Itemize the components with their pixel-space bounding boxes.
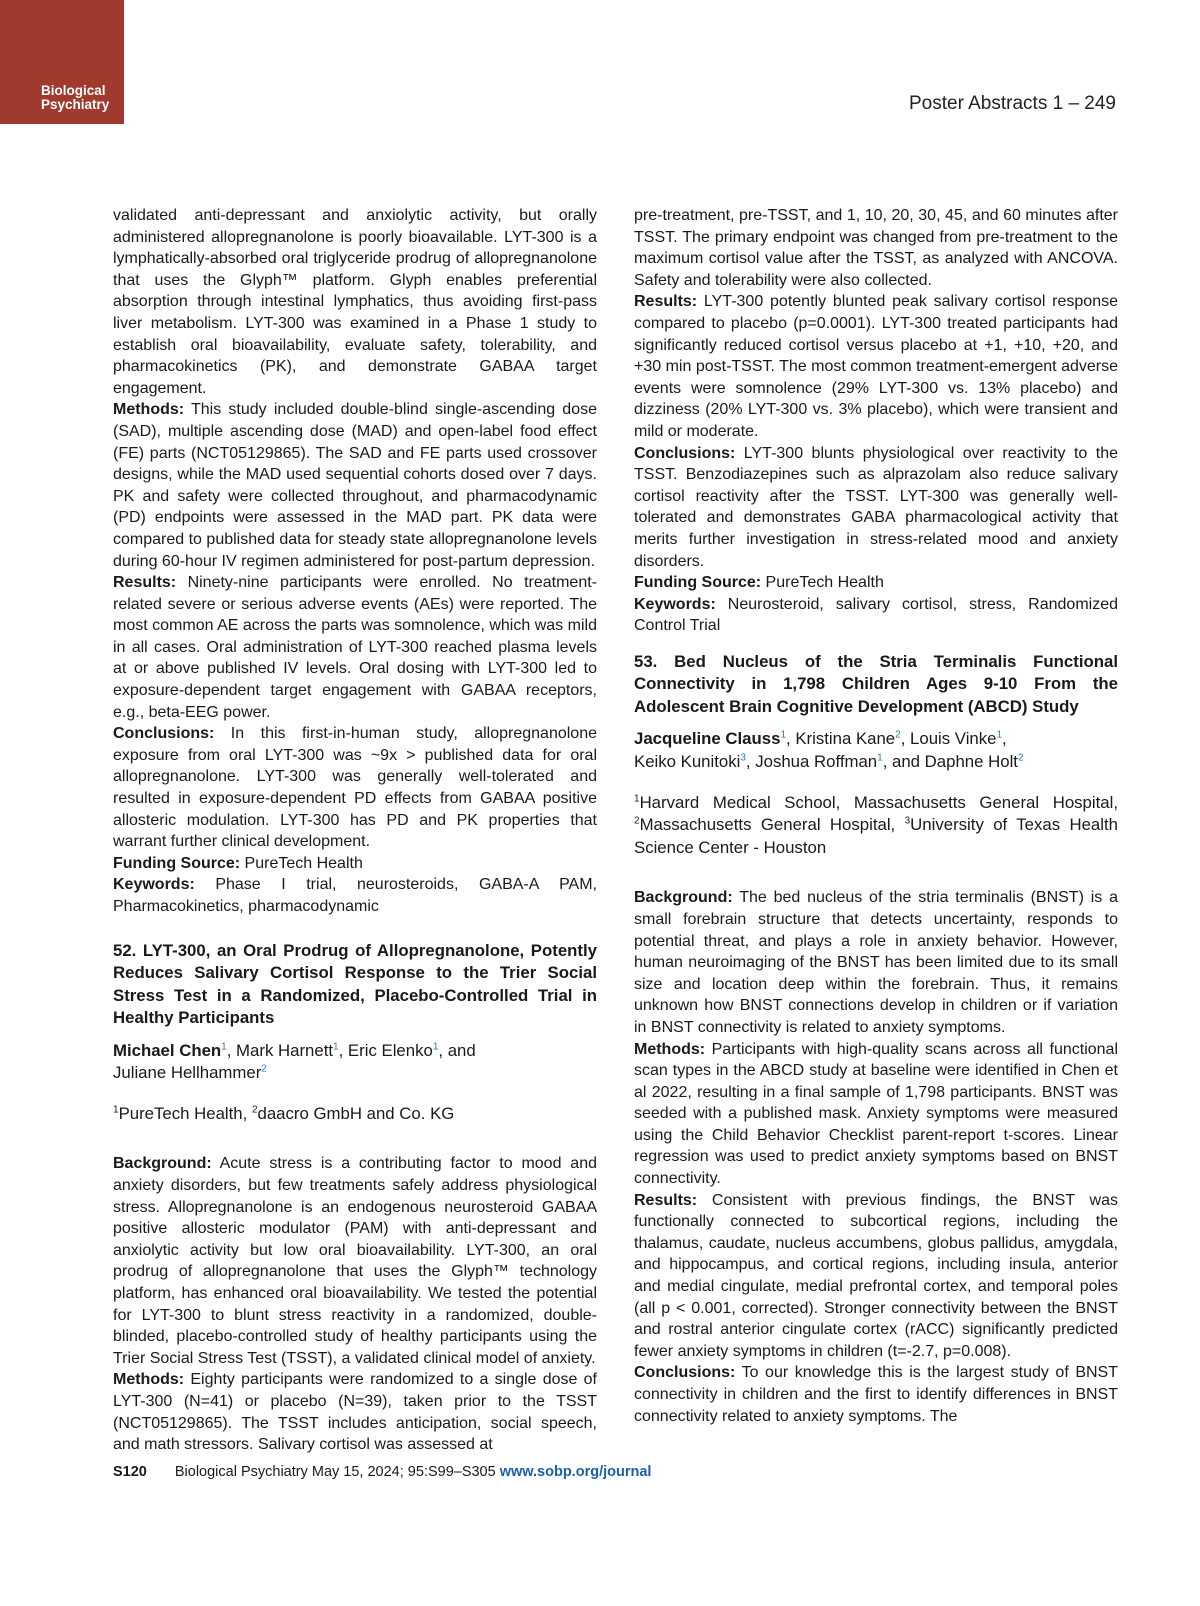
- funding-label: Funding Source:: [634, 574, 762, 592]
- results-label: Results:: [634, 293, 698, 311]
- intro-paragraph: validated anti-depressant and anxiolytic activity, but orally administered allopregnanolone is poorly bioavailable. LYT-300 is a lymphatically-absorbed oral triglyceride prodrug of allopregnanolone that uses the Glyph™ platform. Glyph enables preferential absorption through intestinal lymphatics, thus avoiding first-pass liver metabolism. LYT-300 was examined in a Phase 1 study to establish oral bioavailability, evaluate safety, tolerability, and pharmacokinetics (PK), and demonstrate GABAA target engagement.: [113, 207, 597, 397]
- author-name: , and Daphne Holt: [882, 751, 1018, 771]
- background-section: [634, 887, 1118, 1038]
- citation: Biological Psychiatry May 15, 2024; 95:S99–S305: [174, 1464, 500, 1480]
- author-name: , Louis Vinke: [900, 729, 997, 749]
- author-name: , Kristina Kane: [786, 729, 896, 749]
- background-label: Background:: [634, 889, 733, 907]
- methods-text: This study included double-blind single-ascending dose (SAD), multiple ascending dose (MAD) and open-label food effect (FE) parts (NCT05129865). The SAD and FE parts used crossover designs, while the MAD used sequential cohorts dosed over 7 days. PK and safety were collected throughout, and pharmacodynamic (PD) endpoints were assessed in the MAD part. PK data were compared to published data for steady state allopregnanolone levels during 60-hour IV regimen administered for post-partum depression.: [113, 401, 597, 570]
- page-number: S120: [113, 1464, 147, 1480]
- results-text: Ninety-nine participants were enrolled. No treatment-related severe or serious adverse events (AEs) were reported. The most common AE across the parts was somnolence, which was mild in all cases. Oral administration of LYT-300 reached plasma levels at or above published IV levels. Oral dosing with LYT-300 led to exposure-dependent target engagement with GABAA receptors, e.g., beta-EEG power.: [113, 574, 597, 721]
- methods-section: [634, 1039, 1118, 1190]
- methods-continued: pre-treatment, pre-TSST, and 1, 10, 20, 30, 45, and 60 minutes after TSST. The primary endpoint was changed from pre-treatment to the maximum cortisol value after the TSST, as analyzed with ANCOVA. Safety and tolerability were also collected.: [634, 207, 1118, 289]
- results-section: [113, 572, 597, 723]
- abstract-52-affiliations: $^1$PureTech Health, $^2$daacro GmbH and Co. KG: [113, 1103, 455, 1123]
- background-text: The bed nucleus of the stria terminalis (BNST) is a small forebrain structure that detects uncertainty, responds to potential threat, and plays a role in anxiety behavior. However, human neuroimaging of the BNST has been limited due to its small size and location deep within the forebrain. Thus, it remains unknown how BNST connections develop in children or if variation in BNST connectivity is related to anxiety symptoms.: [634, 889, 1118, 1036]
- background-section: [113, 1153, 597, 1369]
- abstract-52-title: 52. LYT-300, an Oral Prodrug of Allopregnanolone, Potently Reduces Salivary Cortisol Response to the Trier Social Stress Test in a Randomized, Placebo-Controlled Trial in Healthy Participants: [113, 940, 597, 1028]
- abstract-53-authors: Jacqueline Clauss$^1$, Kristina Kane$^2$, Louis Vinke$^1$, Keiko Kunitoki$^3$, Joshua Roffman$^1$, and Daphne Holt$^2$: [634, 729, 1024, 771]
- conclusions-text: To our knowledge this is the largest study of BNST connectivity in children and the first to identify differences in BNST connectivity related to anxiety symptoms. The: [634, 1364, 1118, 1425]
- affiliation: Massachusetts General Hospital,: [639, 815, 905, 835]
- methods-section: [113, 399, 597, 572]
- keywords-text: Neurosteroid, salivary cortisol, stress, Randomized Control Trial: [634, 595, 1118, 635]
- author-name: Keiko Kunitoki: [634, 751, 741, 771]
- left-column: [113, 205, 597, 1456]
- affiliation: daacro GmbH and Co. KG: [257, 1103, 455, 1123]
- funding-section: [634, 572, 1118, 594]
- methods-text: Eighty participants were randomized to a single dose of LYT-300 (N=41) or placebo (N=39), taken prior to the TSST (NCT05129865). The TSST includes anticipation, social speech, and math stressors. Salivary cortisol was assessed at: [113, 1371, 597, 1454]
- conclusions-section: [634, 443, 1118, 573]
- author-name: , Joshua Roffman: [745, 751, 878, 771]
- conclusions-label: Conclusions:: [634, 1364, 736, 1382]
- author-separator: , and: [438, 1040, 476, 1060]
- keywords-label: Keywords:: [634, 595, 716, 613]
- results-text: LYT-300 potently blunted peak salivary cortisol response compared to placebo (p=0.0001). LYT-300 treated participants had significantly reduced cortisol versus placebo at +1, +10, +20, and +30 min post-TSST. The most common treatment-emergent adverse events were somnolence (29% LYT-300 vs. 13% placebo) and dizziness (20% LYT-300 vs. 3% placebo), which were transient and mild or moderate.: [634, 293, 1118, 440]
- methods-text: Participants with high-quality scans across all functional scan types in the ABCD study at baseline were identified in Chen et al 2022, resulting in a final sample of 1,798 participants. BNST was seeded with a published mask. Anxiety symptoms were measured using the Child Behavior Checklist parent-report t-scores. Linear regression was used to predict anxiety symptoms based on BNST connectivity.: [634, 1040, 1118, 1188]
- methods-label: Methods:: [113, 401, 185, 419]
- abstract-52-authors: Michael Chen$^1$, Mark Harnett$^1$, Eric Elenko$^1$, and Juliane Hellhammer$^2$: [113, 1040, 476, 1083]
- affiliation: PureTech Health,: [118, 1103, 252, 1123]
- right-column: [634, 205, 1118, 1427]
- journal-logo: [0, 0, 124, 124]
- running-head: Poster Abstracts 1 – 249: [908, 93, 1116, 114]
- abstract-53-title: 53. Bed Nucleus of the Stria Terminalis Functional Connectivity in 1,798 Children Ages 9-10 From the Adolescent Brain Cognitive Development (ABCD) Study: [634, 651, 1118, 716]
- keywords-section: [634, 594, 1118, 637]
- affiliation: Harvard Medical School, Massachusetts General Hospital,: [639, 792, 1118, 812]
- results-label: Results:: [113, 574, 177, 592]
- conclusions-section: [113, 723, 597, 853]
- conclusions-text: In this first-in-human study, allopregnanolone exposure from oral LYT-300 was ~9x > published data for oral allopregnanolone. LYT-300 was generally well-tolerated and resulted in exposure-dependent PD effects from GABAA positive allosteric modulation. LYT-300 has PD and PK properties that warrant further clinical development.: [113, 725, 597, 851]
- funding-text: PureTech Health: [761, 574, 884, 592]
- results-section: [634, 1190, 1118, 1363]
- affiliation: University of Texas Health Science Center - Houston: [634, 815, 1118, 857]
- abstract-53-affiliations: $^1$Harvard Medical School, Massachusetts General Hospital, $^2$Massachusetts General Hospital, $^3$University of Texas Health Science Center - Houston: [634, 792, 1118, 857]
- results-label: Results:: [634, 1191, 698, 1209]
- methods-label: Methods:: [113, 1371, 185, 1389]
- author-name: Juliane Hellhammer: [113, 1063, 262, 1083]
- keywords-label: Keywords:: [113, 876, 195, 894]
- page-footer: [113, 1464, 651, 1480]
- background-label: Background:: [113, 1155, 212, 1173]
- funding-text: PureTech Health: [240, 854, 363, 872]
- methods-section: [113, 1369, 597, 1455]
- conclusions-label: Conclusions:: [634, 444, 736, 462]
- background-text: Acute stress is a contributing factor to mood and anxiety disorders, but few treatments safely address physiological stress. Allopregnanolone is an endogenous neurosteroid GABAA positive allosteric modulator (PAM) with anti-depressant and anxiolytic activity but low oral bioavailability. LYT-300, an oral prodrug of allopregnanolone that uses the Glyph™ technology platform, has enhanced oral bioavailability. We tested the potential for LYT-300 to blunt stress reactivity in a randomized, double-blinded, placebo-controlled study of healthy participants using the Trier Social Stress Test (TSST), a validated clinical model of anxiety.: [113, 1155, 597, 1367]
- keywords-section: [113, 874, 597, 917]
- funding-label: Funding Source:: [113, 854, 241, 872]
- author-name: Michael Chen: [113, 1040, 222, 1060]
- results-section: [634, 291, 1118, 442]
- conclusions-label: Conclusions:: [113, 725, 215, 743]
- conclusions-text: LYT-300 blunts physiological over reactivity to the TSST. Benzodiazepines such as alprazolam also reduce salivary cortisol reactivity after the TSST. LYT-300 was generally well-tolerated and demonstrates GABA pharmacological activity that merits further investigation in stress-related mood and anxiety disorders.: [634, 444, 1118, 570]
- results-text: Consistent with previous findings, the BNST was functionally connected to subcortical regions, including the thalamus, caudate, nucleus accumbens, globus pallidus, amygdala, and hippocampus, and cortical regions, including insula, anterior and medial cingulate, medial prefrontal cortex, and temporal poles (all p < 0.001, corrected). Stronger connectivity between the BNST and rostral anterior cingulate cortex (rACC) significantly predicted fewer anxiety symptoms in children (t=-2.7, p=0.008).: [634, 1191, 1118, 1360]
- author-name: , Eric Elenko: [338, 1040, 433, 1060]
- journal-link[interactable]: www.sobp.org/journal: [499, 1464, 652, 1480]
- keywords-text: Phase I trial, neurosteroids, GABA-A PAM, Pharmacokinetics, pharmacodynamic: [113, 876, 597, 915]
- funding-section: [113, 853, 597, 875]
- conclusions-section: [634, 1362, 1118, 1427]
- author-name: , Mark Harnett: [226, 1040, 334, 1060]
- author-name: Jacqueline Clauss: [634, 729, 781, 749]
- logo-text: Biological Psychiatry: [41, 83, 110, 112]
- methods-label: Methods:: [634, 1040, 706, 1058]
